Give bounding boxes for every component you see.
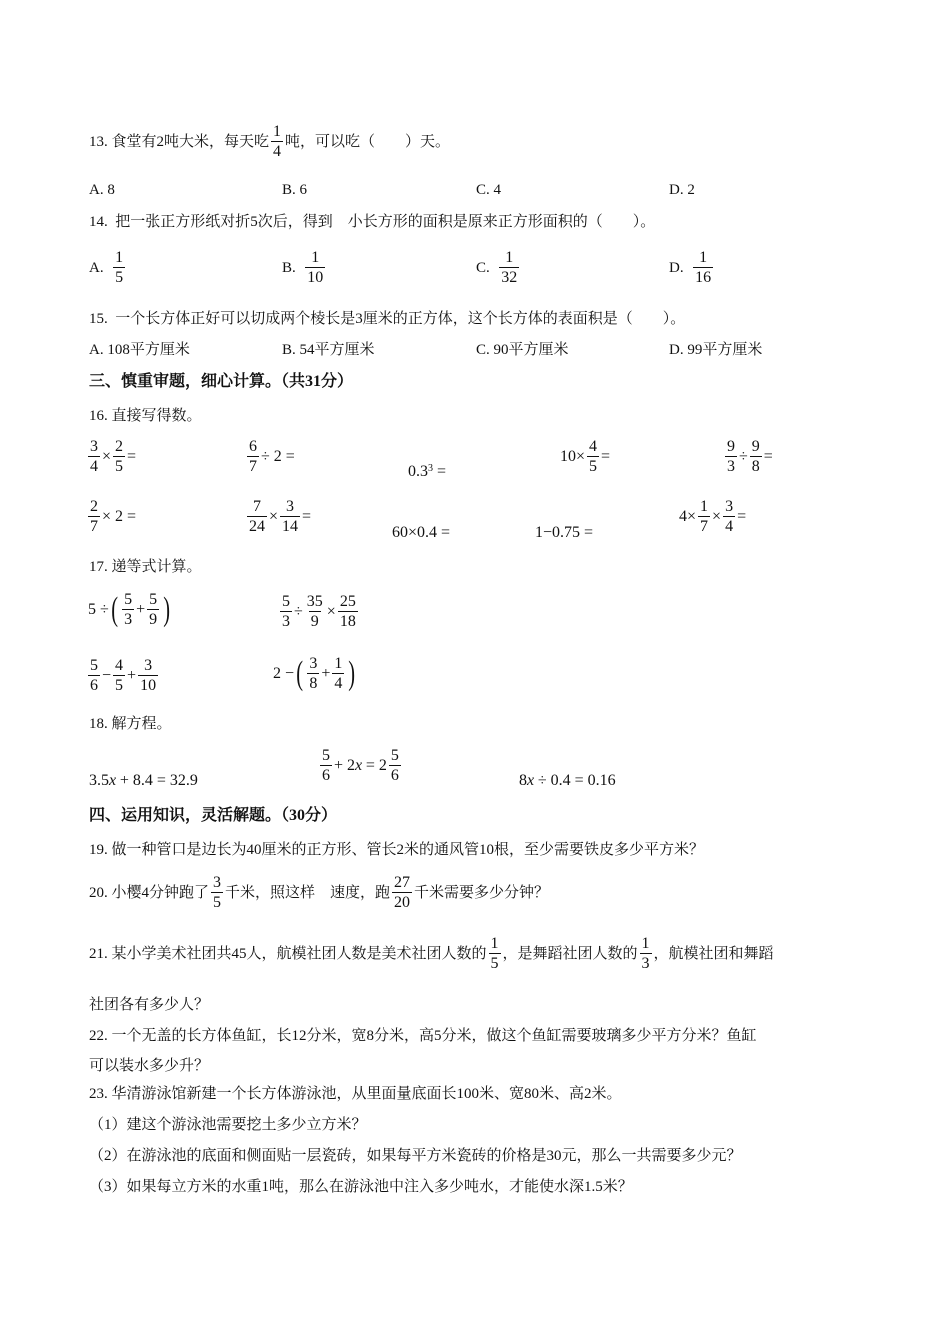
- fraction: $\frac{9}{8}$: [751, 438, 760, 475]
- fraction: $\frac{1}{7}$: [700, 498, 709, 535]
- q14-option-c[interactable]: C. 1 32: [476, 249, 518, 286]
- q18-equation-1: 3.5 x + 8.4 = 32.9: [89, 772, 198, 789]
- fraction: 5 3: [124, 591, 133, 628]
- fraction: $\frac{2}{5}$: [115, 438, 124, 475]
- q16-title: 16. 直接写得数。: [89, 408, 202, 424]
- q13-option-b[interactable]: B. 6: [282, 182, 308, 198]
- q14-stem: [89, 212, 655, 232]
- fraction: $\frac{3}{4}$: [725, 498, 734, 535]
- fraction: 3 5: [213, 874, 222, 911]
- q21-text: 21. 某小学美术社团共45人，航模社团人数是美术社团人数的 1 5 ，是舞蹈社团人数的 1 3 ，航模社团和舞蹈: [89, 935, 774, 972]
- fraction: 1 32: [501, 249, 518, 286]
- fraction: 5 6: [90, 657, 98, 694]
- section-3-heading: 三、慎重审题，细心计算。（共31分）: [89, 373, 354, 390]
- q14-option-b[interactable]: B. 1 10: [282, 249, 324, 286]
- fraction: $\frac{5}{3}$: [282, 593, 290, 630]
- q15-option-d[interactable]: D. 99平方厘米: [669, 342, 763, 358]
- q13-text-pre: 食堂有2吨大米，每天吃: [111, 133, 270, 150]
- q14-text: 把一张正方形纸对折5次后，得到 小长方形的面积是原来正方形面积的（ ）。: [115, 214, 656, 230]
- q15-option-c[interactable]: C. 90平方厘米: [476, 342, 569, 358]
- fraction: $\frac{3}{4}$: [90, 438, 98, 475]
- q22-text-line2: 可以装水多少升？: [89, 1058, 210, 1074]
- fraction: $\frac{3}{14}$: [282, 498, 299, 535]
- q23-title: 23. 华清游泳馆新建一个长方体游泳池，从里面量底面长100米、宽80米、高2米。: [89, 1086, 622, 1102]
- q13-option-c[interactable]: C. 4: [476, 182, 502, 198]
- q23-sub-2: （2）在游泳池的底面和侧面贴一层瓷砖，如果每平方米瓷砖的价格是30元，那么一共需要多少元？: [89, 1148, 742, 1164]
- fraction: $\frac{5}{9}$: [149, 591, 158, 628]
- fraction: 1 5: [490, 935, 499, 972]
- q14-option-d[interactable]: D. 1 16: [669, 249, 712, 286]
- q17-expr-4: 2 − ( 3 8 + $\frac{1}{4}$ ): [273, 654, 356, 692]
- fraction: $\frac{9}{3}$: [727, 438, 735, 475]
- q18-title: 18. 解方程。: [89, 716, 172, 732]
- fraction: $\frac{7}{24}$: [249, 498, 265, 535]
- fraction: 3 8: [309, 655, 318, 692]
- q23-sub-3: （3）如果每立方米的水重1吨，那么在游泳池中注入多少吨水，才能使水深1.5米？: [89, 1179, 633, 1195]
- q19-text: 19. 做一种管口是边长为40厘米的正方形、管长2米的通风管10根，至少需要铁皮多少平方米？: [89, 842, 705, 858]
- q13-number: 13.: [89, 133, 108, 150]
- q16-expr-8: 60×0.4 =: [392, 524, 451, 541]
- q13-option-d[interactable]: D. 2: [669, 182, 695, 198]
- q14-number: 14.: [89, 214, 108, 230]
- fraction: 1 4: [273, 123, 282, 160]
- q15-stem: [89, 309, 685, 329]
- q16-expr-4: 10× $\frac{4}{5}$ =: [560, 438, 611, 475]
- q16-expr-2: $\frac{6}{7}$ ÷ 2 =: [249, 438, 295, 475]
- q21-text-line2: 社团各有多少人？: [89, 997, 210, 1013]
- q17-title: 17. 递等式计算。: [89, 559, 202, 575]
- fraction: $\frac{4}{5}$: [115, 657, 124, 694]
- q15-option-a[interactable]: A. 108平方厘米: [89, 342, 190, 358]
- section-4-heading: 四、运用知识，灵活解题。（30分）: [89, 807, 338, 824]
- fraction: 5 6: [390, 747, 399, 784]
- q23-sub-1: （1）建这个游泳池需要挖土多少立方米？: [89, 1117, 367, 1133]
- fraction: 1 16: [695, 249, 712, 286]
- q17-expr-2: $\frac{5}{3}$ ÷ $\frac{35}{9}$ × $\frac{25}{18}$: [282, 593, 356, 630]
- q16-expr-7: $\frac{7}{24}$ × $\frac{3}{14}$ =: [249, 498, 312, 535]
- fraction: $\frac{35}{9}$: [306, 593, 323, 630]
- q16-expr-6: $\frac{2}{7}$ × 2 =: [90, 498, 137, 535]
- fraction: $\frac{6}{7}$: [249, 438, 257, 475]
- fraction: 27 20: [394, 874, 411, 911]
- q15-option-b[interactable]: B. 54平方厘米: [282, 342, 375, 358]
- q13-stem: [89, 122, 450, 161]
- q13-text-post: 吨，可以吃（ ）天。: [285, 133, 451, 150]
- q16-expr-9: 1−0.75 =: [535, 524, 594, 541]
- q16-expr-3: 0.3 $^3$ =: [408, 463, 447, 480]
- q16-expr-5: $\frac{9}{3}$ ÷ $\frac{9}{8}$ =: [727, 438, 773, 475]
- q18-equation-2: 5 6 + 2 x = 2 5 6: [322, 747, 399, 784]
- q15-text: 一个长方体正好可以切成两个棱长是3厘米的正方体，这个长方体的表面积是（ ）。: [115, 311, 686, 327]
- q16-expr-1: $\frac{3}{4}$ × $\frac{2}{5}$ =: [90, 438, 137, 475]
- q22-text-line1: 22. 一个无盖的长方体鱼缸，长12分米，宽8分米，高5分米，做这个鱼缸需要玻璃多少平方分米？鱼缸: [89, 1028, 757, 1044]
- q17-expr-3: 5 6 − $\frac{4}{5}$ + $\frac{3}{10}$: [90, 657, 157, 694]
- q17-expr-1: 5 ÷ ( 5 3 + $\frac{5}{9}$ ): [88, 590, 171, 628]
- fraction: 1 5: [115, 249, 124, 286]
- q13-option-a[interactable]: A. 8: [89, 182, 115, 198]
- q18-equation-3: 8 x ÷ 0.4 = 0.16: [519, 772, 616, 789]
- q14-option-a[interactable]: A. 1 5: [89, 249, 124, 286]
- fraction: 1 3: [641, 935, 650, 972]
- fraction: $\frac{25}{18}$: [339, 593, 356, 630]
- q16-expr-10: 4× $\frac{1}{7}$ × $\frac{3}{4}$ =: [679, 498, 747, 535]
- fraction: $\frac{3}{10}$: [140, 657, 157, 694]
- q15-number: 15.: [89, 311, 108, 327]
- q20-text: 20. 小樱4分钟跑了 3 5 千米，照这样 速度，跑 27 20 千米需要多少分钟？: [89, 874, 550, 911]
- fraction: $\frac{2}{7}$: [90, 498, 98, 535]
- fraction: $\frac{1}{4}$: [334, 655, 343, 692]
- fraction: $\frac{4}{5}$: [589, 438, 598, 475]
- fraction: 1 10: [307, 249, 324, 286]
- fraction: 5 6: [322, 747, 330, 784]
